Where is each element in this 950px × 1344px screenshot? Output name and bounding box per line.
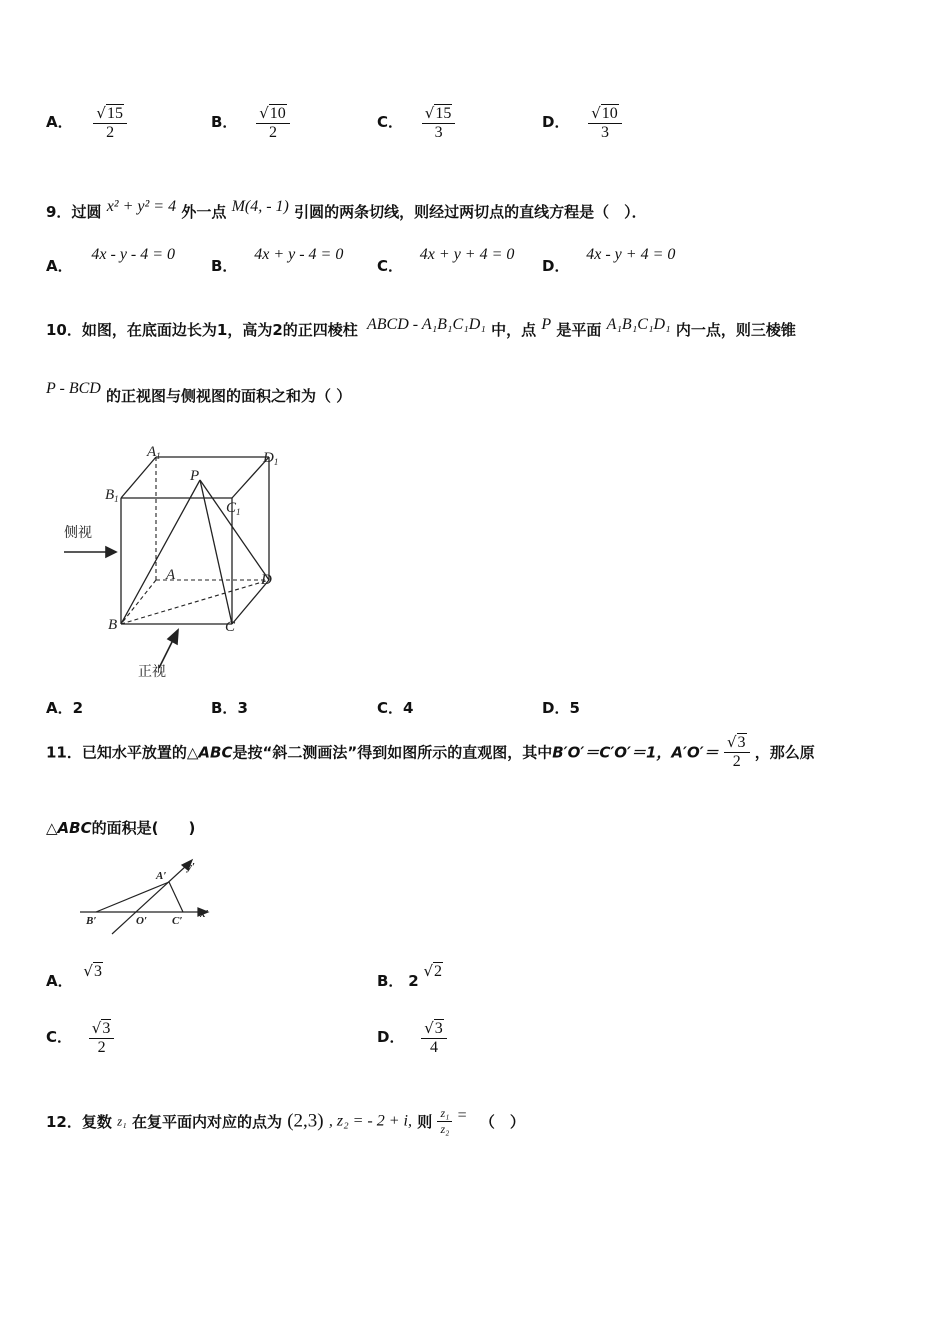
option-fraction: $\frac{√15}{2}$ (93, 104, 127, 142)
label-x-prime: x′ (200, 908, 209, 920)
q9-option-d[interactable]: D． 4x - y + 4 = 0 (542, 246, 676, 275)
option-radical: √3 (83, 962, 102, 980)
q10-option-b[interactable]: B．3 (211, 699, 248, 717)
vertex-b1: $B_1$ (105, 487, 119, 504)
cond-fraction: $\frac{√3}{2}$ (724, 733, 750, 771)
q9-option-a[interactable]: A． 4x - y - 4 = 0 (46, 246, 176, 275)
option-expr: 4x - y - 4 = 0 (91, 246, 176, 263)
option-fraction: $\frac{√3}{4}$ (421, 1019, 447, 1057)
q10-stem: 10．如图，在底面边长为1，高为2的正四棱柱 ABCD - A₁B₁C₁D₁ 中，点 P 是平面 A₁B₁C₁D₁ 内一点，则三棱锥 (46, 316, 796, 339)
q10-option-c[interactable]: C．4 (377, 699, 414, 717)
option-label: D． (542, 113, 570, 131)
option-label: B． (211, 113, 238, 131)
point-m: M(4, - 1) (231, 198, 289, 215)
q11-option-d[interactable]: D． $\frac{√3}{4}$ (377, 1019, 447, 1057)
q11-option-c[interactable]: C． $\frac{√3}{2}$ (46, 1019, 114, 1057)
option-fraction: $\frac{√10}{2}$ (256, 104, 290, 142)
front-view-label: 正视 (138, 665, 166, 680)
q8-option-a[interactable] (46, 104, 127, 142)
q9-stem: 9．过圆 x² + y² = 4 外一点 M(4, - 1) 引圆的两条切线，则经过两切点的直线方程是（ ）． (46, 198, 647, 221)
q10-stem-line2: P - BCD 的正视图与侧视图的面积之和为（ ） (46, 380, 352, 405)
plane-name: A₁B₁C₁D₁ (606, 316, 671, 333)
q11-stem-line2: △ABC的面积是( ) (46, 819, 196, 837)
q10-option-a[interactable]: A．2 (46, 699, 84, 717)
label-b-prime: B′ (86, 915, 97, 927)
q10-option-d[interactable]: D．5 (542, 699, 580, 717)
q9-option-b[interactable]: B． 4x + y - 4 = 0 (211, 246, 344, 275)
prism-figure (60, 440, 290, 685)
option-fraction: $\frac{√10}{3}$ (588, 104, 622, 142)
q8-option-c[interactable] (377, 104, 455, 142)
label-y-prime: y′ (187, 861, 195, 873)
label-a-prime: A′ (156, 870, 167, 882)
option-fraction: $\frac{√15}{3}$ (422, 104, 456, 142)
vertex-c: C (225, 619, 236, 635)
z2-equation: , z₂ = - 2 + i, (328, 1112, 412, 1130)
point-p: P (541, 316, 552, 333)
point-coords: (2,3) (287, 1110, 324, 1132)
q11-stem: 11．已知水平放置的△ABC是按“斜二测画法”得到如图所示的直观图，其中B′O′＝C′O′＝1，A′O′＝ $\frac{√3}{2}$ ，那么原 (46, 733, 815, 770)
q9-option-c[interactable]: C． 4x + y + 4 = 0 (377, 246, 515, 275)
option-label: C． (377, 113, 404, 131)
q11-option-b[interactable]: B． 2 √2 (377, 962, 442, 990)
label-o-prime: O′ (136, 915, 148, 927)
option-label: A． (46, 113, 73, 131)
vertex-a1: $A_1$ (147, 444, 161, 461)
option-fraction: $\frac{√3}{2}$ (89, 1019, 115, 1057)
option-expr: 4x + y - 4 = 0 (254, 246, 344, 263)
label-c-prime: C′ (172, 915, 183, 927)
z1: z₁ (117, 1113, 127, 1129)
oblique-figure (76, 856, 216, 938)
vertex-d1: $D_1$ (263, 450, 279, 467)
quotient-fraction: $\frac{\text{z₁}}{\text{z₂}}$ (437, 1106, 452, 1137)
vertex-d: D (261, 572, 272, 588)
option-radical: √2 (423, 962, 442, 980)
option-expr: 4x + y + 4 = 0 (419, 246, 515, 263)
vertex-c1: $C_1$ (226, 500, 241, 517)
option-expr: 4x - y + 4 = 0 (586, 246, 676, 263)
side-view-label: 侧视 (64, 526, 92, 541)
vertex-b: B (108, 617, 118, 633)
q8-option-d[interactable] (542, 104, 622, 142)
pyramid-name: P - BCD (46, 380, 101, 397)
prism-name: ABCD - A₁B₁C₁D₁ (367, 316, 486, 333)
circle-equation: x² + y² = 4 (106, 198, 177, 215)
vertex-a: A (166, 567, 176, 583)
q12-stem: 12．复数 z₁ 在复平面内对应的点为 (2,3) , z₂ = - 2 + i, 则 $\frac{\text{z₁}}{\text{z₂}}$ = （ ） (46, 1106, 525, 1136)
vertex-p: P (190, 468, 200, 484)
q8-option-b[interactable] (211, 104, 290, 142)
q11-option-a[interactable]: A． √3 (46, 962, 102, 990)
